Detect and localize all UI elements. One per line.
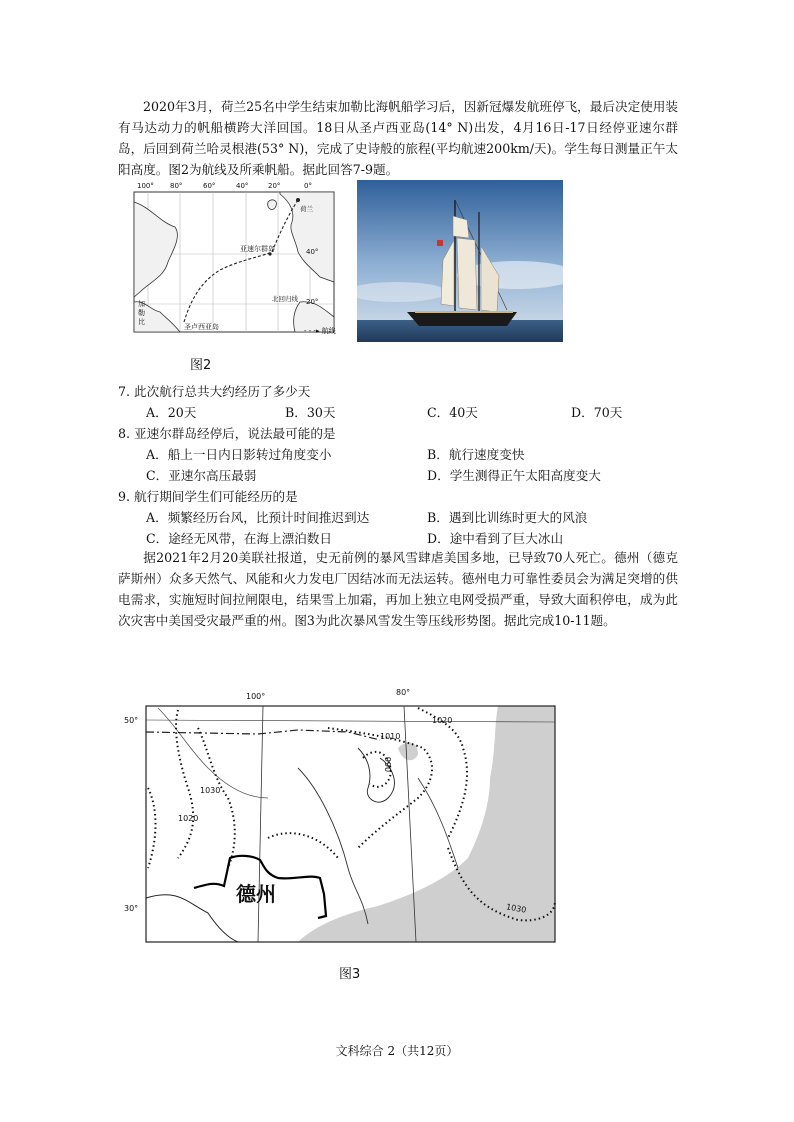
q9-option-c: C．途经无风带，在海上漂泊数日 — [146, 531, 332, 546]
map2-lat-20: 20° — [306, 298, 319, 306]
q9-option-a: A．频繁经历台风，比预计时间推迟到达 — [146, 510, 370, 525]
q8-option-d: D．学生测得正午太阳高度变大 — [427, 468, 601, 483]
map3-lat-50: 50° — [124, 716, 139, 725]
map2-lon-60: 60° — [203, 182, 216, 190]
map2-stlucia-label: 圣卢西亚岛 — [184, 323, 219, 331]
isobar-label-1030-se: 1030 — [505, 902, 527, 915]
map3-lon-100: 100° — [246, 692, 266, 701]
map2-lon-40: 40° — [236, 182, 249, 190]
q8-option-c: C．亚速尔高压最弱 — [146, 468, 257, 483]
q8-option-b: B．航行速度变快 — [427, 447, 525, 462]
map2-caribbean-label: 加 勒 比 — [138, 300, 145, 326]
map2-tropic-label: 北回归线 — [272, 295, 298, 303]
isobar-label-990: 990 — [383, 756, 393, 773]
route-map — [120, 182, 348, 344]
q7-option-a: A．20天 — [146, 405, 197, 420]
isobar-label-1010: 1010 — [380, 732, 401, 741]
map2-netherlands-label: 荷兰 — [300, 205, 313, 213]
map2-route-legend: - - -▸ 航线 — [304, 327, 336, 335]
q7-option-b: B．30天 — [285, 405, 336, 420]
question-8-stem: 8. 亚速尔群岛经停后，说法最可能的是 — [118, 426, 336, 441]
figure-3-caption: 图3 — [339, 967, 361, 982]
question-7-stem: 7. 此次航行总共大约经历了多少天 — [118, 384, 311, 399]
figure-2-caption: 图2 — [190, 358, 212, 373]
q7-option-d: D．70天 — [571, 405, 623, 420]
map2-lon-80: 80° — [170, 182, 183, 190]
isobar-label-1020-w: 1020 — [178, 814, 199, 823]
isobar-label-1020-ne: 1020 — [432, 716, 453, 725]
sailboat-photo — [357, 180, 563, 342]
map2-azores-label: 亚速尔群岛 — [240, 245, 275, 253]
map3-lon-80: 80° — [396, 688, 411, 697]
map3-lat-30: 30° — [124, 904, 139, 913]
texas-label: 德州 — [236, 882, 276, 906]
map2-lat-40: 40° — [306, 248, 319, 256]
q9-option-d: D．途中看到了巨大冰山 — [427, 531, 564, 546]
isobar-label-1030-w: 1030 — [200, 786, 221, 795]
sailboat-image — [357, 180, 563, 342]
map2-lon-0: 0° — [304, 182, 312, 190]
map2-lon-20: 20° — [268, 182, 281, 190]
route-map-svg — [120, 182, 348, 344]
isobar-map — [118, 688, 563, 948]
intro-paragraph-1: 2020年3月，荷兰25名中学生结束加勒比海帆船学习后，因新冠爆发航班停飞，最后决定使用装有马达动力的帆船横跨大洋回国。18日从圣卢西亚岛(14° N)出发，4月16日-17日经停亚速尔群岛，后回到荷兰哈灵根港(53° N)，完成了史诗般的旅程(平均航速200km/天)。学生每日测量正午太阳高度。图2为航线及所乘帆船。据此回答7-9题。 — [118, 99, 678, 177]
intro-paragraph-2: 据2021年2月20美联社报道，史无前例的暴风雪肆虐美国多地，已导致70人死亡。德州（德克萨斯州）众多天然气、风能和火力发电厂因结冰而无法运转。德州电力可靠性委员会为满足突增的供电需求，实施短时间拉闸限电，结果雪上加霜，再加上独立电网受损严重，导致大面积停电，成为此次灾害中美国受灾最严重的州。图3为此次暴风雪发生等压线形势图。据此完成10-11题。 — [118, 550, 678, 628]
page-footer: 文科综合 2（共12页） — [335, 1044, 459, 1058]
q7-option-c: C．40天 — [427, 405, 478, 420]
map2-lon-100: 100° — [137, 182, 154, 190]
q9-option-b: B．遇到比训练时更大的风浪 — [427, 510, 588, 525]
q8-option-a: A．船上一日内日影转过角度变小 — [146, 447, 332, 462]
question-9-stem: 9. 航行期间学生们可能经历的是 — [118, 489, 298, 504]
